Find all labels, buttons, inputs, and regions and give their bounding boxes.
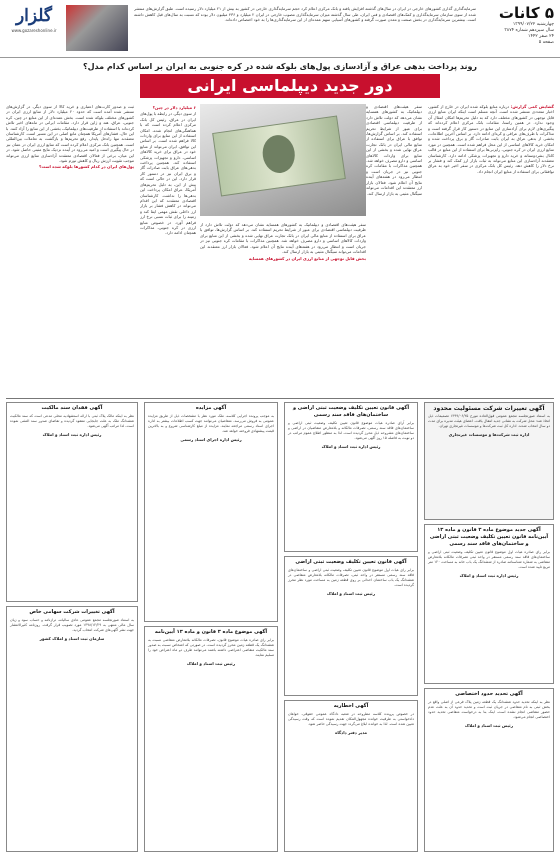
legal-notice-5 xyxy=(284,556,418,696)
notice-signature: رئیس ثبت اسناد و املاک xyxy=(187,661,235,666)
article-red-subhead-mid: بخش قابل توجهی از منابع ارزی ایران در کشورهای همسایه xyxy=(248,256,366,262)
notice-signature: رئیس اداره ثبت اسناد و املاک xyxy=(459,573,519,578)
logo-text: گلزار xyxy=(15,6,53,26)
article-headline-bar xyxy=(140,74,440,98)
article-under-photo-text: سفر هیئت‌های اقتصادی و دیپلماتیک به کشورهای همسایه نشان می‌دهد که دولت تلاش دارد از ظرفیت دیپلماسی اقتصادی برای عبور از شرایط تحریم استفاده کند. بر اساس گزارش‌ها، توافق با عراق برای استفاده از منابع مالی ایران در بانک تجارت عراق نهایی شده و بخشی از این منابع برای واردات کالاهای اساسی و دارو مصرف خواهد شد. همچنین مذاکرات با مقامات کره جنوبی نیز در جریان است و انتظار می‌رود در هفته‌های آینده نتایج آن اعلام شود. فعالان بازار ارز معتقدند این اقدامات می‌تواند سیگنال مثبتی به بازار ارسال کند. xyxy=(200,222,366,255)
article-column-far-left xyxy=(6,104,134,394)
article-lead: گشایش کمی گزارش: xyxy=(510,104,554,109)
notice-title: آگهی موضوع ماده ۳ قانون و ماده ۱۳ آیین‌نامه xyxy=(154,629,268,635)
hijri-date: ۲۴ صفر ۱۴۴۲ xyxy=(528,34,554,39)
notice-signature: رئیس اداره ثبت اسناد و املاک xyxy=(42,432,102,437)
notice-body: به استناد صورتجلسه مجمع عمومی عادی سالیانه، ترازنامه و حساب سود و زیان سال مالی منتهی به ۱۳۹۸/۱۲/۲۹ مورد تصویب قرار گرفت. روزنامه کثیرالانتشار جهت نشر آگهی‌های شرکت انتخاب گردید. xyxy=(10,618,134,632)
news-brief: سرمایه‌گذاری گذاری کشورهای خارجی در ایران در سال‌های گذشته افزایش یافته و بانک مرکزی اعلام کرد حجم سرمایه‌گذاری خارجی در کشور به بیش از ۲۱ میلیارد دلار رسیده است. طبق گزارش‌های منتشر شده از سوی سازمان سرمایه‌گذاری و کمک‌های اقتصادی و فنی ایران، طی سال گذشته میزان سرمایه‌گذاری مصوب خارجی در ایران ۲ میلیارد و ۴۳۶ میلیون دلار بوده که نسبت به سال‌های قبل کاهش داشته است. بیشترین سرمایه‌گذاری در بخش صنعت و معدن صورت گرفته و کشورهای آسیایی سهم عمده‌ای از این سرمایه‌گذاری‌ها را به خود اختصاص داده‌اند. xyxy=(134,6,476,23)
dollar-bill-photo xyxy=(200,104,366,216)
notice-signature: سازمان ثبت اسناد و املاک کشور xyxy=(39,636,105,641)
page-label: صفحه ۵ xyxy=(538,40,554,45)
legal-notices-grid xyxy=(6,402,554,852)
article-column-mid-left xyxy=(140,104,196,394)
article-sub-headline: روند پرداخت بدهی عراق و آزادسازی پول‌های بلوکه شده در کره جنوبی به ایران بر اساس کدام مدل؟ xyxy=(82,62,478,71)
notice-title: آگهی فقدان سند مالکیت xyxy=(41,405,103,411)
masthead xyxy=(0,0,560,58)
logo-url: www.gozareshonline.ir xyxy=(11,28,57,33)
article-column-right-text: درباره منابع بلوکه شده ایران در خارج از کشور، اخبار متعددی منتشر شده است. آنچه مسلم است اینکه ایران منابع ارزی قابل توجهی در کشورهای مختلف دارد که به دلیل تحریم‌ها امکان انتقال آن وجود ندارد. در همین راستا، مقامات بانک مرکزی اعلام کرده‌اند که پیگیری‌های لازم برای آزادسازی این منابع در دستور کار قرار گرفته است و مذاکرات با طرف‌های عراقی و کره‌ای ادامه دارد. بر اساس آخرین اطلاعات، بخشی از بدهی عراق به ایران بابت صادرات گاز و برق پرداخت شده و امکان خرید کالاهای اساسی از این محل فراهم شده است. همچنین در مورد منابع ارزی ایران در کره جنوبی، رایزنی‌ها برای استفاده از این منابع در قالب کانال بشردوستانه و خرید دارو و تجهیزات پزشکی ادامه دارد. کارشناسان معتقدند آزادسازی این منابع می‌تواند به ثبات بازار ارز کمک کند و فشار بر نرخ دلار را کاهش دهد. رئیس کل بانک مرکزی در سفر اخیر خود به عراق توافقاتی برای استفاده از منابع ایران انجام داد. xyxy=(428,104,554,174)
notice-body: برابر آرای صادره هیات موضوع قانون تعیین تکلیف وضعیت ثبتی اراضی و ساختمان‌های فاقد سند رسمی، تصرفات مالکانه و بلامعارض متقاضیان در اراضی و ساختمان‌های مشروحه ذیل محرز گردیده است. لذا به منظور اطلاع عموم مراتب در دو نوبت به فاصله ۱۵ روز آگهی می‌شود. xyxy=(288,421,414,440)
notice-body: به استناد صورتجلسه مجمع عمومی فوق‌العاده مورخ ۱۳۹۹/۰۶/۲۵ تصمیمات ذیل اتخاذ شد: محل شرکت به نشانی جدید انتقال یافت. اعضای هیئت مدیره برای مدت دو سال انتخاب شدند. اداره کل ثبت شرکت‌ها و موسسات غیرتجاری تهران. xyxy=(428,414,550,428)
legal-notice-1 xyxy=(424,402,554,520)
notice-title: آگهی تحدید حدود اختصاصی xyxy=(455,691,523,697)
article-column-mid-text: سفر هیئت‌های اقتصادی و دیپلماتیک به کشورهای همسایه نشان می‌دهد که دولت تلاش دارد از ظرفیت دیپلماسی اقتصادی برای عبور از شرایط تحریم استفاده کند. بر اساس گزارش‌ها، توافق با عراق برای استفاده از منابع مالی ایران در بانک تجارت عراق نهایی شده و بخشی از این منابع برای واردات کالاهای اساسی و دارو مصرف خواهد شد. همچنین مذاکرات با مقامات کره جنوبی نیز در جریان است و انتظار می‌رود در هفته‌های آینده نتایج آن اعلام شود. فعالان بازار ارز معتقدند این اقدامات می‌تواند سیگنال مثبتی به بازار ارسال کند. xyxy=(366,104,422,196)
notice-body: در خصوص پرونده کلاسه مطروحه در شعبه دادگاه عمومی حقوقی، خواهان دادخواستی به طرفیت خوانده مجهول‌المکان تقدیم نموده است که وقت رسیدگی تعیین شده است. لذا به خوانده ابلاغ می‌گردد جهت رسیدگی حاضر شود. xyxy=(288,712,414,726)
legal-notice-9 xyxy=(6,402,138,602)
legal-notice-7 xyxy=(144,402,278,622)
page-identifier xyxy=(480,4,554,46)
notice-title: آگهی تغییرات شرکت مسئولیت محدود xyxy=(433,405,545,412)
issue-date: چهارشنبه ۱۳۹۹/۰۷/۲۲ xyxy=(512,22,554,27)
notice-signature: رئیس اداره ثبت اسناد و املاک xyxy=(321,444,381,449)
legal-notice-10 xyxy=(6,606,138,852)
article-column-far-left-text: ثبت و صدور کارت‌های اعتباری و خرید کالا از سوی دیگر، در گزارش‌های منتشر شده آمده است که حدود ۲۰ میلیارد دلار از منابع ارزی ایران در کشورهای مختلف بلوکه شده است. بخش عمده‌ای از این منابع در چین، کره جنوبی، عراق، هند و ژاپن قرار دارد. مقامات ایرانی در ماه‌های اخیر تلاش کرده‌اند با استفاده از ظرفیت‌های دیپلماتیک، بخشی از این منابع را آزاد کنند. با این حال، فشارهای آمریکا همچنان مانع اصلی در این مسیر است. کارشناسان معتقدند تنها راه‌حل پایدار، رفع تحریم‌ها و بازگشت به تعاملات بین‌المللی است. همچنین بانک مرکزی اعلام کرده است که منابع ارزی ایران در عمان نیز در حال پیگیری است و امید می‌رود در آینده نزدیک نتایج مثبتی حاصل شود. در این میان، برخی از فعالان اقتصادی معتقدند آزادسازی منابع ارزی می‌تواند موجب تقویت ارزش ریال و کاهش تورم شود. xyxy=(6,104,134,164)
notice-title: آگهی تغییرات شرکت سهامی خاص xyxy=(29,609,115,615)
legal-notice-3 xyxy=(424,688,554,852)
section-divider xyxy=(6,398,554,399)
masthead-thumbnail-image xyxy=(66,5,128,51)
notice-body: برابر رای صادره هیات اول موضوع قانون تعیین تکلیف وضعیت ثبتی اراضی و ساختمان‌های فاقد سند رسمی مستقر در واحد ثبتی تصرفات مالکانه بلامعارض متقاضی به شماره شناسنامه صادره از ششدانگ یک باب خانه به مساحت ۱۲۰ متر مربع تایید شده است. xyxy=(428,550,550,569)
notice-signature: رئیس ثبت اسناد و املاک xyxy=(327,591,375,596)
notice-signature: اداره ثبت شرکت‌ها و موسسات غیرتجاری xyxy=(448,432,530,437)
notice-body: برابر رای صادره هیات موضوع قانون، تصرفات مالکانه بلامعارض متقاضی نسبت به ششدانگ یک قطعه زمین محرز گردیده است. در صورتی که اشخاص نسبت به صدور سند مالکیت متقاضی اعتراضی داشته باشند می‌توانند ظرف دو ماه اعتراض خود را تسلیم نمایند. xyxy=(148,638,274,657)
dollar-note-graphic xyxy=(212,116,346,197)
notice-title: آگهی مزایده xyxy=(195,405,227,411)
notice-title: آگهی اخطاریه xyxy=(333,703,369,709)
notice-body: به موجب پرونده اجرایی کلاسه، ملک مورد نظر با مشخصات ذیل از طریق مزایده عمومی به فروش می‌رسد. متقاضیان می‌توانند جهت کسب اطلاعات بیشتر به اداره اجرای اسناد رسمی مراجعه نمایند. مزایده از مبلغ کارشناسی شروع و به بالاترین قیمت پیشنهادی فروخته خواهد شد. xyxy=(148,414,274,433)
notice-title: آگهی قانون تعیین تکلیف وضعیت ثبتی اراضی xyxy=(295,559,407,565)
notice-signature: رئیس ثبت اسناد و املاک xyxy=(465,723,513,728)
legal-notice-2 xyxy=(424,524,554,684)
notice-body: نظر به اینکه تحدید حدود ششدانگ یک قطعه زمین پلاک فرعی از اصلی واقع در بخش ثبتی به نام متقاضی در جریان ثبت است و تحدید حدود آن به علت عدم حضور متقاضی انجام نشده است، اینک بنا به درخواست متقاضی تحدید حدود اختصاصی انجام می‌شود. xyxy=(428,700,550,719)
page-number: ۵ کانات xyxy=(498,4,554,22)
article-column-left-text: از سوی دیگر، در رابطه با پول‌های ایران در عراق، رئیس کل بانک مرکزی اعلام کرده است که با هماهنگی‌های انجام شده، امکان استفاده از این منابع برای واردات کالا فراهم شده است. بر اساس این توافق، ایران می‌تواند از منابع خود در عراق برای خرید کالاهای اساسی، دارو و تجهیزات پزشکی استفاده کند. همچنین پرداخت بدهی‌های عراق بابت صادرات گاز و برق ایران نیز در دستور کار قرار دارد. این در حالی است که پیش از این، به دلیل تحریم‌های آمریکا، عراق امکان پرداخت این بدهی‌ها را نداشت. کارشناسان اقتصادی معتقدند که این اقدام می‌تواند در کاهش فشار بر بازار ارز داخلی نقش مهمی ایفا کند و زمینه را برای ثبات نسبی نرخ ارز فراهم آورد. در خصوص منابع ارزی در کره جنوبی، مذاکرات همچنان ادامه دارد. xyxy=(140,111,196,236)
legal-notice-4 xyxy=(284,402,418,552)
notice-title: آگهی جدید موضوع ماده ۳ قانون و ماده ۱۳ آیین‌نامه قانون تعیین تکلیف وضعیت ثبتی اراضی و ساختمان‌های فاقد سند رسمی xyxy=(429,527,549,547)
notice-body: نظر به اینکه مالک پلاک ثبتی با ارائه استشهادیه محلی مدعی است که سند مالکیت ششدانگ ملک به علت جابجایی مفقود گردیده و تقاضای صدور سند المثنی نموده است، لذا مراتب آگهی می‌شود. xyxy=(10,414,134,428)
notice-title: آگهی قانون تعیین تکلیف وضعیت ثبتی اراضی و ساختمان‌های فاقد سند رسمی xyxy=(292,405,410,418)
notice-body: برابر رای هیات اول موضوع قانون تعیین تکلیف وضعیت ثبتی اراضی و ساختمان‌های فاقد سند رسمی مستقر در واحد ثبتی، تصرفات مالکانه بلامعارض متقاضی در ششدانگ یک باب ساختمان احداثی بر روی قطعه زمین به مساحت مورد نظر محرز گردیده است. xyxy=(288,568,414,587)
article-red-subhead-far-left: پول‌های ایران در کدام کشورها بلوکه شده است؟ xyxy=(39,164,134,170)
portrait-oval xyxy=(260,133,297,175)
notice-signature: رئیس اداره اجرای اسناد رسمی xyxy=(180,437,242,442)
legal-notice-8 xyxy=(144,626,278,852)
article-headline: دور جدید دیپلماسی ایرانی xyxy=(187,76,393,95)
notice-signature: مدیر دفتر دادگاه xyxy=(334,730,368,735)
article-column-mid-right xyxy=(366,104,422,394)
legal-notice-6 xyxy=(284,700,418,852)
issue-number: سال سیزدهم شماره ۳۸۷۴ xyxy=(504,28,554,33)
newspaper-logo xyxy=(6,6,62,48)
article-column-right xyxy=(428,104,554,394)
article-red-subhead-left: ۶ میلیارد دلار در چین؟ xyxy=(152,105,196,110)
article-column-under-photo xyxy=(200,222,366,394)
